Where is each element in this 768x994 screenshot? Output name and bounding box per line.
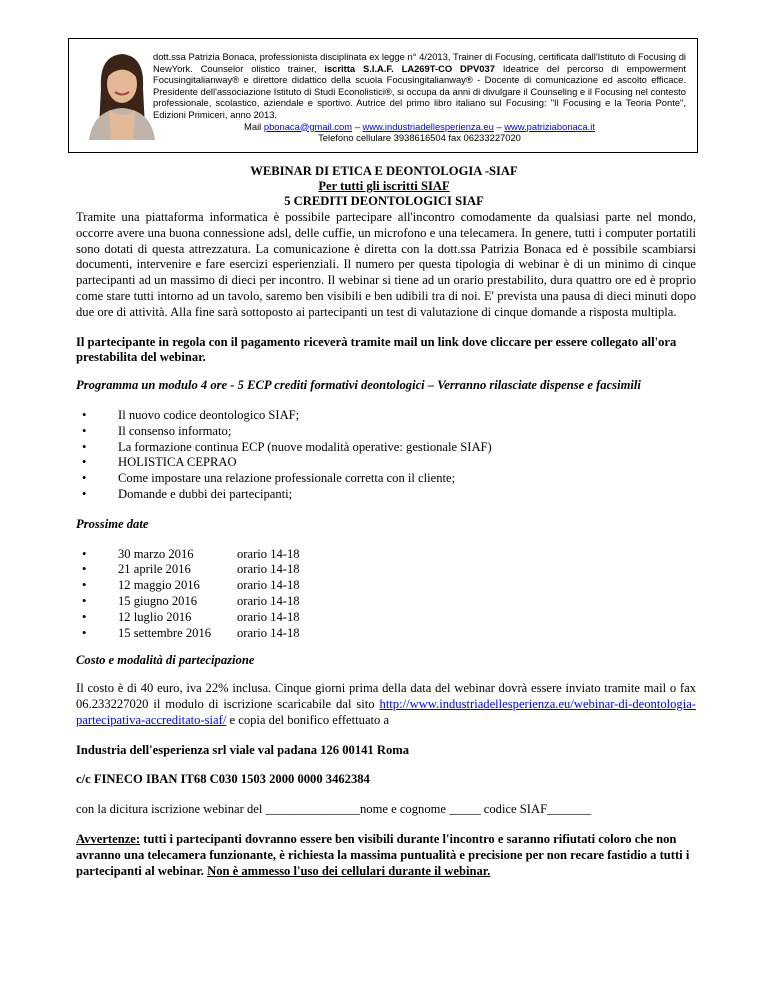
list-item: • Il nuovo codice deontologico SIAF; <box>82 407 300 422</box>
header-text <box>153 51 686 144</box>
site2-link[interactable]: www.patriziabonaca.it <box>504 120 595 132</box>
contact-line <box>153 121 686 133</box>
warning-cellphones: Non è ammesso l'uso dei cellulari durante il webinar. <box>207 863 491 878</box>
warning-label: Avvertenze: <box>76 831 141 846</box>
dates-heading: Prossime date <box>76 516 149 531</box>
list-item: • Il consenso informato; <box>82 423 232 438</box>
webinar-link[interactable]: http://www.industriadellesperienza.eu/webinar-di-deontologia-partecipativa-accreditato-siaf/ <box>76 696 696 727</box>
list-item: • 12 luglio 2016 orario 14-18 <box>82 609 300 624</box>
mail-label: Mail <box>244 120 262 132</box>
cost-heading: Costo e modalità di partecipazione <box>76 653 255 668</box>
company-line: Industria dell'esperienza srl viale val padana 126 00141 Roma <box>76 742 410 757</box>
header-box <box>68 38 698 153</box>
list-item: • Domande e dubbi dei partecipanti; <box>82 486 293 501</box>
list-item: • 12 maggio 2016 orario 14-18 <box>82 578 300 593</box>
warning-paragraph: Avvertenze: tutti i partecipanti dovranno essere ben visibili durante l'incontro e saranno rifiutati coloro che non avranno una telecamera funzionante, è richiesta la massima puntualità e precisione per non recare fastidio a tutti i partecipanti al webinar. Non è ammesso l'uso dei cellulari durante il webinar. <box>76 831 690 878</box>
bio-text: dott.ssa Patrizia Bonaca, professionista disciplinata ex legge n° 4/2013, Trainer di Focusing, certificata dall'Istituto di Focusing di NewYork. Counselor olistico trainer, <box>153 51 686 74</box>
list-item: • 21 aprile 2016 orario 14-18 <box>82 562 300 577</box>
bio-siaf: iscritta S.I.A.F. LA269T-CO DPV037 <box>324 62 495 74</box>
bio-rest: Ideatrice del percorso di empowerment Focusingitalianway® e direttore didattico della scuola Focusingitalianway® - Docente di comunicazione ed ascolto efficace. Presidente dell'associazione Istituto di Studi Econolistici®, si occupa da anni di divulgare il Counseling e il Focusing nel contesto professionale, scolastico, aziendale e sportivo. Autrice del primo libro italiano sul Focusing: "Il Focusing e la Teoria Ponte", Edizioni Primiceri, anno 2013. <box>153 62 686 120</box>
cost-paragraph: Il costo è di 40 euro, iva 22% inclusa. Cinque giorni prima della data del webinar dovrà essere inviato tramite mail o fax 06.233227020 il modulo di iscrizione scaricabile dal sito http://www.industriadellesperienza.eu/webinar-di-deontologia-partecipativa-accreditato-siaf/ e copia del bonifico effettuato a <box>76 681 696 727</box>
program-list <box>76 408 696 503</box>
page-title <box>0 164 768 209</box>
site1-link[interactable]: www.industriadellesperienza.eu <box>362 120 494 132</box>
causale-line: con la dicitura iscrizione webinar del _______________nome e cognome _____ codice SIAF_______ <box>76 802 592 817</box>
main-content <box>76 210 696 879</box>
email-link[interactable]: pbonaca@gmail.com <box>263 120 353 132</box>
title-line2: Per tutti gli iscritti SIAF <box>318 179 450 193</box>
iban-line: c/c FINECO IBAN IT68 C030 1503 2000 0000 3462384 <box>76 772 370 787</box>
separator: – <box>496 120 502 132</box>
payment-note: Il partecipante in regola con il pagamento riceverà tramite mail un link dove cliccare per essere collegato all'ora prestabilita del webinar. <box>76 334 677 365</box>
list-item: • HOLISTICA CEPRAO <box>82 455 237 470</box>
list-item: • La formazione continua ECP (nuove modalità operative: gestionale SIAF) <box>82 439 492 454</box>
list-item: • 15 giugno 2016 orario 14-18 <box>82 593 300 608</box>
title-line1: WEBINAR DI ETICA E DEONTOLOGIA -SIAF <box>250 164 518 178</box>
program-heading: Programma un modulo 4 ore - 5 ECP crediti formativi deontologici – Verranno rilasciate dispense e facsimili <box>76 378 641 393</box>
list-item: • 15 settembre 2016 orario 14-18 <box>82 625 300 640</box>
title-line3: 5 CREDITI DEONTOLOGICI SIAF <box>284 194 484 208</box>
intro-paragraph: Tramite una piattaforma informatica è possibile partecipare all'incontro comodamente da qualsiasi parte nel mondo, occorre avere una buona connessione adsl, delle cuffie, un microfono e una telecamera. In genere, tutti i computer portatili sono dotati di questa attrezzatura. La comunicazione è diretta con la dott.ssa Patrizia Bonaca ed è possibile scambiarsi documenti, intervenire e fare esercizi esperienziali. Il numero per questa tipologia di webinar è di un minimo di cinque partecipanti ad un massimo di dieci per incontro. Il webinar si tiene ad un orario prestabilito, dura quattro ore ed è proprio come stare tutti intorno ad un tavolo, saremo ben visibili e ben udibili tra di noi. E' prevista una pausa di dieci minuti dopo due ore di attività. Alla fine sarà sottoposto ai partecipanti un test di valutazione di cinque domande a risposta multipla. <box>76 210 696 319</box>
phone-line: Telefono cellulare 3938616504 fax 06233227020 <box>318 132 521 144</box>
list-item: • 30 marzo 2016 orario 14-18 <box>82 546 300 561</box>
separator: – <box>354 120 360 132</box>
dates-list <box>76 547 696 642</box>
list-item: • Come impostare una relazione professionale corretta con il cliente; <box>82 471 456 486</box>
